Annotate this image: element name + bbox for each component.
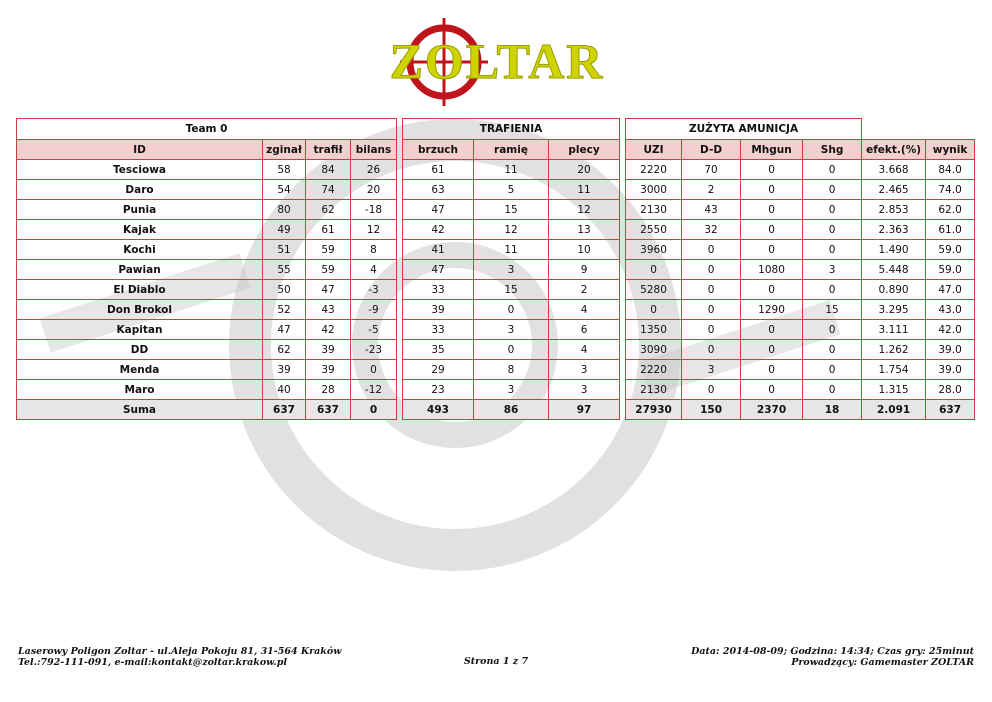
value-cell: 3: [682, 360, 741, 380]
value-cell: 61.0: [926, 220, 975, 240]
footer-info-line2: Prowadzący: Gamemaster ZOLTAR: [791, 657, 974, 668]
value-cell: 20: [351, 180, 397, 200]
value-cell: 50: [263, 280, 306, 300]
value-cell: 0: [741, 360, 803, 380]
value-cell: 51: [263, 240, 306, 260]
value-cell: 0: [741, 240, 803, 260]
value-cell: 0: [351, 400, 397, 420]
value-cell: 42: [306, 320, 351, 340]
value-cell: 18: [803, 400, 862, 420]
value-cell: 0: [682, 280, 741, 300]
column-header: plecy: [549, 140, 620, 160]
value-cell: 6: [549, 320, 620, 340]
value-cell: 26: [351, 160, 397, 180]
value-cell: 47: [403, 260, 474, 280]
player-name-cell: Punia: [17, 200, 263, 220]
value-cell: 54: [263, 180, 306, 200]
value-cell: 0: [741, 340, 803, 360]
value-cell: 3.295: [862, 300, 926, 320]
column-header: wynik: [926, 140, 975, 160]
value-cell: 1.754: [862, 360, 926, 380]
player-name-cell: Kajak: [17, 220, 263, 240]
value-cell: 0: [803, 180, 862, 200]
value-cell: 0: [682, 300, 741, 320]
player-name-cell: Tesciowa: [17, 160, 263, 180]
value-cell: 1290: [741, 300, 803, 320]
value-cell: 47: [306, 280, 351, 300]
value-cell: 0: [803, 380, 862, 400]
value-cell: 0: [682, 340, 741, 360]
value-cell: 0: [741, 160, 803, 180]
value-cell: 63: [403, 180, 474, 200]
value-cell: -23: [351, 340, 397, 360]
player-name-cell: Suma: [17, 400, 263, 420]
value-cell: -5: [351, 320, 397, 340]
value-cell: 5: [474, 180, 549, 200]
value-cell: 2130: [626, 380, 682, 400]
table-row: [17, 380, 975, 400]
value-cell: 42: [403, 220, 474, 240]
player-name-cell: Daro: [17, 180, 263, 200]
value-cell: 4: [549, 300, 620, 320]
player-name-cell: El Diablo: [17, 280, 263, 300]
value-cell: 150: [682, 400, 741, 420]
results-table: [16, 118, 975, 420]
column-header: trafił: [306, 140, 351, 160]
player-name-cell: Kapitan: [17, 320, 263, 340]
value-cell: 58: [263, 160, 306, 180]
team-name: Team 0: [17, 119, 397, 140]
table-row: [17, 340, 975, 360]
value-cell: 27930: [626, 400, 682, 420]
value-cell: 70: [682, 160, 741, 180]
value-cell: 28: [306, 380, 351, 400]
value-cell: 0: [474, 340, 549, 360]
value-cell: 0: [351, 360, 397, 380]
player-name-cell: DD: [17, 340, 263, 360]
value-cell: 0: [803, 360, 862, 380]
value-cell: 0.890: [862, 280, 926, 300]
table-row: [17, 220, 975, 240]
value-cell: 0: [803, 200, 862, 220]
value-cell: 0: [474, 300, 549, 320]
value-cell: 0: [803, 220, 862, 240]
value-cell: 2550: [626, 220, 682, 240]
value-cell: 62.0: [926, 200, 975, 220]
value-cell: 2.853: [862, 200, 926, 220]
value-cell: 33: [403, 280, 474, 300]
value-cell: 2: [549, 280, 620, 300]
value-cell: 13: [549, 220, 620, 240]
value-cell: 2130: [626, 200, 682, 220]
value-cell: 9: [549, 260, 620, 280]
player-name-cell: Kochi: [17, 240, 263, 260]
value-cell: 55: [263, 260, 306, 280]
value-cell: 637: [926, 400, 975, 420]
value-cell: 5280: [626, 280, 682, 300]
value-cell: 32: [682, 220, 741, 240]
value-cell: 0: [682, 240, 741, 260]
value-cell: 4: [549, 340, 620, 360]
value-cell: 39: [306, 340, 351, 360]
value-cell: 3000: [626, 180, 682, 200]
table-row: [17, 260, 975, 280]
value-cell: 33: [403, 320, 474, 340]
value-cell: 0: [682, 320, 741, 340]
value-cell: 39: [306, 360, 351, 380]
value-cell: 61: [403, 160, 474, 180]
value-cell: 41: [403, 240, 474, 260]
value-cell: 0: [741, 220, 803, 240]
group-ammo-label: ZUŻYTA AMUNICJA: [626, 119, 862, 140]
table-row: [17, 300, 975, 320]
value-cell: 0: [803, 280, 862, 300]
value-cell: 49: [263, 220, 306, 240]
player-name-cell: Don Brokol: [17, 300, 263, 320]
value-cell: 0: [626, 300, 682, 320]
value-cell: 1080: [741, 260, 803, 280]
value-cell: 2220: [626, 160, 682, 180]
value-cell: 97: [549, 400, 620, 420]
column-header: Shg: [803, 140, 862, 160]
value-cell: 1.315: [862, 380, 926, 400]
value-cell: 3.111: [862, 320, 926, 340]
value-cell: 0: [803, 240, 862, 260]
value-cell: 1350: [626, 320, 682, 340]
value-cell: 15: [474, 280, 549, 300]
footer-page-number: Strona 1 z 7: [463, 656, 529, 667]
value-cell: 59: [306, 260, 351, 280]
value-cell: 2.363: [862, 220, 926, 240]
value-cell: 80: [263, 200, 306, 220]
value-cell: -18: [351, 200, 397, 220]
value-cell: 0: [741, 320, 803, 340]
value-cell: 0: [682, 260, 741, 280]
column-header: UZI: [626, 140, 682, 160]
footer-info-line1: Data: 2014-08-09; Godzina: 14:34; Czas gry: 25minut: [691, 646, 974, 657]
value-cell: 12: [549, 200, 620, 220]
value-cell: 2: [682, 180, 741, 200]
value-cell: 10: [549, 240, 620, 260]
value-cell: 0: [626, 260, 682, 280]
value-cell: 3: [474, 260, 549, 280]
value-cell: 637: [306, 400, 351, 420]
value-cell: 47.0: [926, 280, 975, 300]
value-cell: 3: [803, 260, 862, 280]
value-cell: 0: [741, 200, 803, 220]
value-cell: 8: [351, 240, 397, 260]
value-cell: 0: [682, 380, 741, 400]
footer-game-info: [691, 646, 974, 668]
column-header: ID: [17, 140, 263, 160]
table-row: [17, 320, 975, 340]
value-cell: 3.668: [862, 160, 926, 180]
value-cell: 2.091: [862, 400, 926, 420]
value-cell: 0: [803, 160, 862, 180]
value-cell: 11: [549, 180, 620, 200]
value-cell: 2220: [626, 360, 682, 380]
value-cell: 23: [403, 380, 474, 400]
table-row: [17, 160, 975, 180]
table-row: [17, 280, 975, 300]
value-cell: 84: [306, 160, 351, 180]
value-cell: 62: [306, 200, 351, 220]
column-header: bilans: [351, 140, 397, 160]
value-cell: 3: [549, 360, 620, 380]
value-cell: 3090: [626, 340, 682, 360]
table-row: [17, 240, 975, 260]
value-cell: -12: [351, 380, 397, 400]
sum-row: [17, 400, 975, 420]
value-cell: 43: [306, 300, 351, 320]
value-cell: -9: [351, 300, 397, 320]
value-cell: 637: [263, 400, 306, 420]
column-header: Mhgun: [741, 140, 803, 160]
value-cell: 39: [403, 300, 474, 320]
table-row: [17, 180, 975, 200]
column-header: ramię: [474, 140, 549, 160]
value-cell: 20: [549, 160, 620, 180]
value-cell: 86: [474, 400, 549, 420]
value-cell: 28.0: [926, 380, 975, 400]
value-cell: 84.0: [926, 160, 975, 180]
value-cell: 62: [263, 340, 306, 360]
value-cell: 0: [741, 180, 803, 200]
value-cell: 59.0: [926, 240, 975, 260]
value-cell: 11: [474, 240, 549, 260]
value-cell: 2370: [741, 400, 803, 420]
value-cell: 1.490: [862, 240, 926, 260]
value-cell: 74: [306, 180, 351, 200]
player-name-cell: Pawian: [17, 260, 263, 280]
value-cell: 35: [403, 340, 474, 360]
value-cell: 42.0: [926, 320, 975, 340]
value-cell: 3960: [626, 240, 682, 260]
column-header: D-D: [682, 140, 741, 160]
zoltar-logo: [372, 12, 622, 112]
group-header-row: [17, 119, 975, 140]
value-cell: 0: [741, 380, 803, 400]
value-cell: -3: [351, 280, 397, 300]
value-cell: 43: [682, 200, 741, 220]
value-cell: 4: [351, 260, 397, 280]
value-cell: 40: [263, 380, 306, 400]
footer-address-line2: Tel.:792-111-091, e-mail:kontakt@zoltar.krakow.pl: [18, 657, 287, 668]
column-header-row: [17, 140, 975, 160]
value-cell: 0: [741, 280, 803, 300]
table-row: [17, 200, 975, 220]
value-cell: 61: [306, 220, 351, 240]
value-cell: 12: [351, 220, 397, 240]
value-cell: 39.0: [926, 360, 975, 380]
value-cell: 47: [403, 200, 474, 220]
value-cell: 3: [474, 320, 549, 340]
value-cell: 15: [803, 300, 862, 320]
column-header: zginał: [263, 140, 306, 160]
value-cell: 52: [263, 300, 306, 320]
value-cell: 2.465: [862, 180, 926, 200]
footer-address-line1: Laserowy Poligon Zoltar - ul.Aleja Pokoju 81, 31-564 Kraków: [18, 646, 342, 657]
value-cell: 0: [803, 320, 862, 340]
value-cell: 11: [474, 160, 549, 180]
value-cell: 15: [474, 200, 549, 220]
value-cell: 59.0: [926, 260, 975, 280]
value-cell: 39.0: [926, 340, 975, 360]
value-cell: 39: [263, 360, 306, 380]
player-name-cell: Menda: [17, 360, 263, 380]
value-cell: 8: [474, 360, 549, 380]
logo-text: ZOLTAR: [389, 33, 605, 89]
value-cell: 29: [403, 360, 474, 380]
column-header: efekt.(%): [862, 140, 926, 160]
group-hits-label: TRAFIENIA: [403, 119, 620, 140]
player-name-cell: Maro: [17, 380, 263, 400]
column-header: brzuch: [403, 140, 474, 160]
value-cell: 493: [403, 400, 474, 420]
value-cell: 59: [306, 240, 351, 260]
value-cell: 0: [803, 340, 862, 360]
table-row: [17, 360, 975, 380]
value-cell: 74.0: [926, 180, 975, 200]
value-cell: 47: [263, 320, 306, 340]
value-cell: 1.262: [862, 340, 926, 360]
value-cell: 12: [474, 220, 549, 240]
value-cell: 5.448: [862, 260, 926, 280]
value-cell: 43.0: [926, 300, 975, 320]
value-cell: 3: [549, 380, 620, 400]
value-cell: 3: [474, 380, 549, 400]
